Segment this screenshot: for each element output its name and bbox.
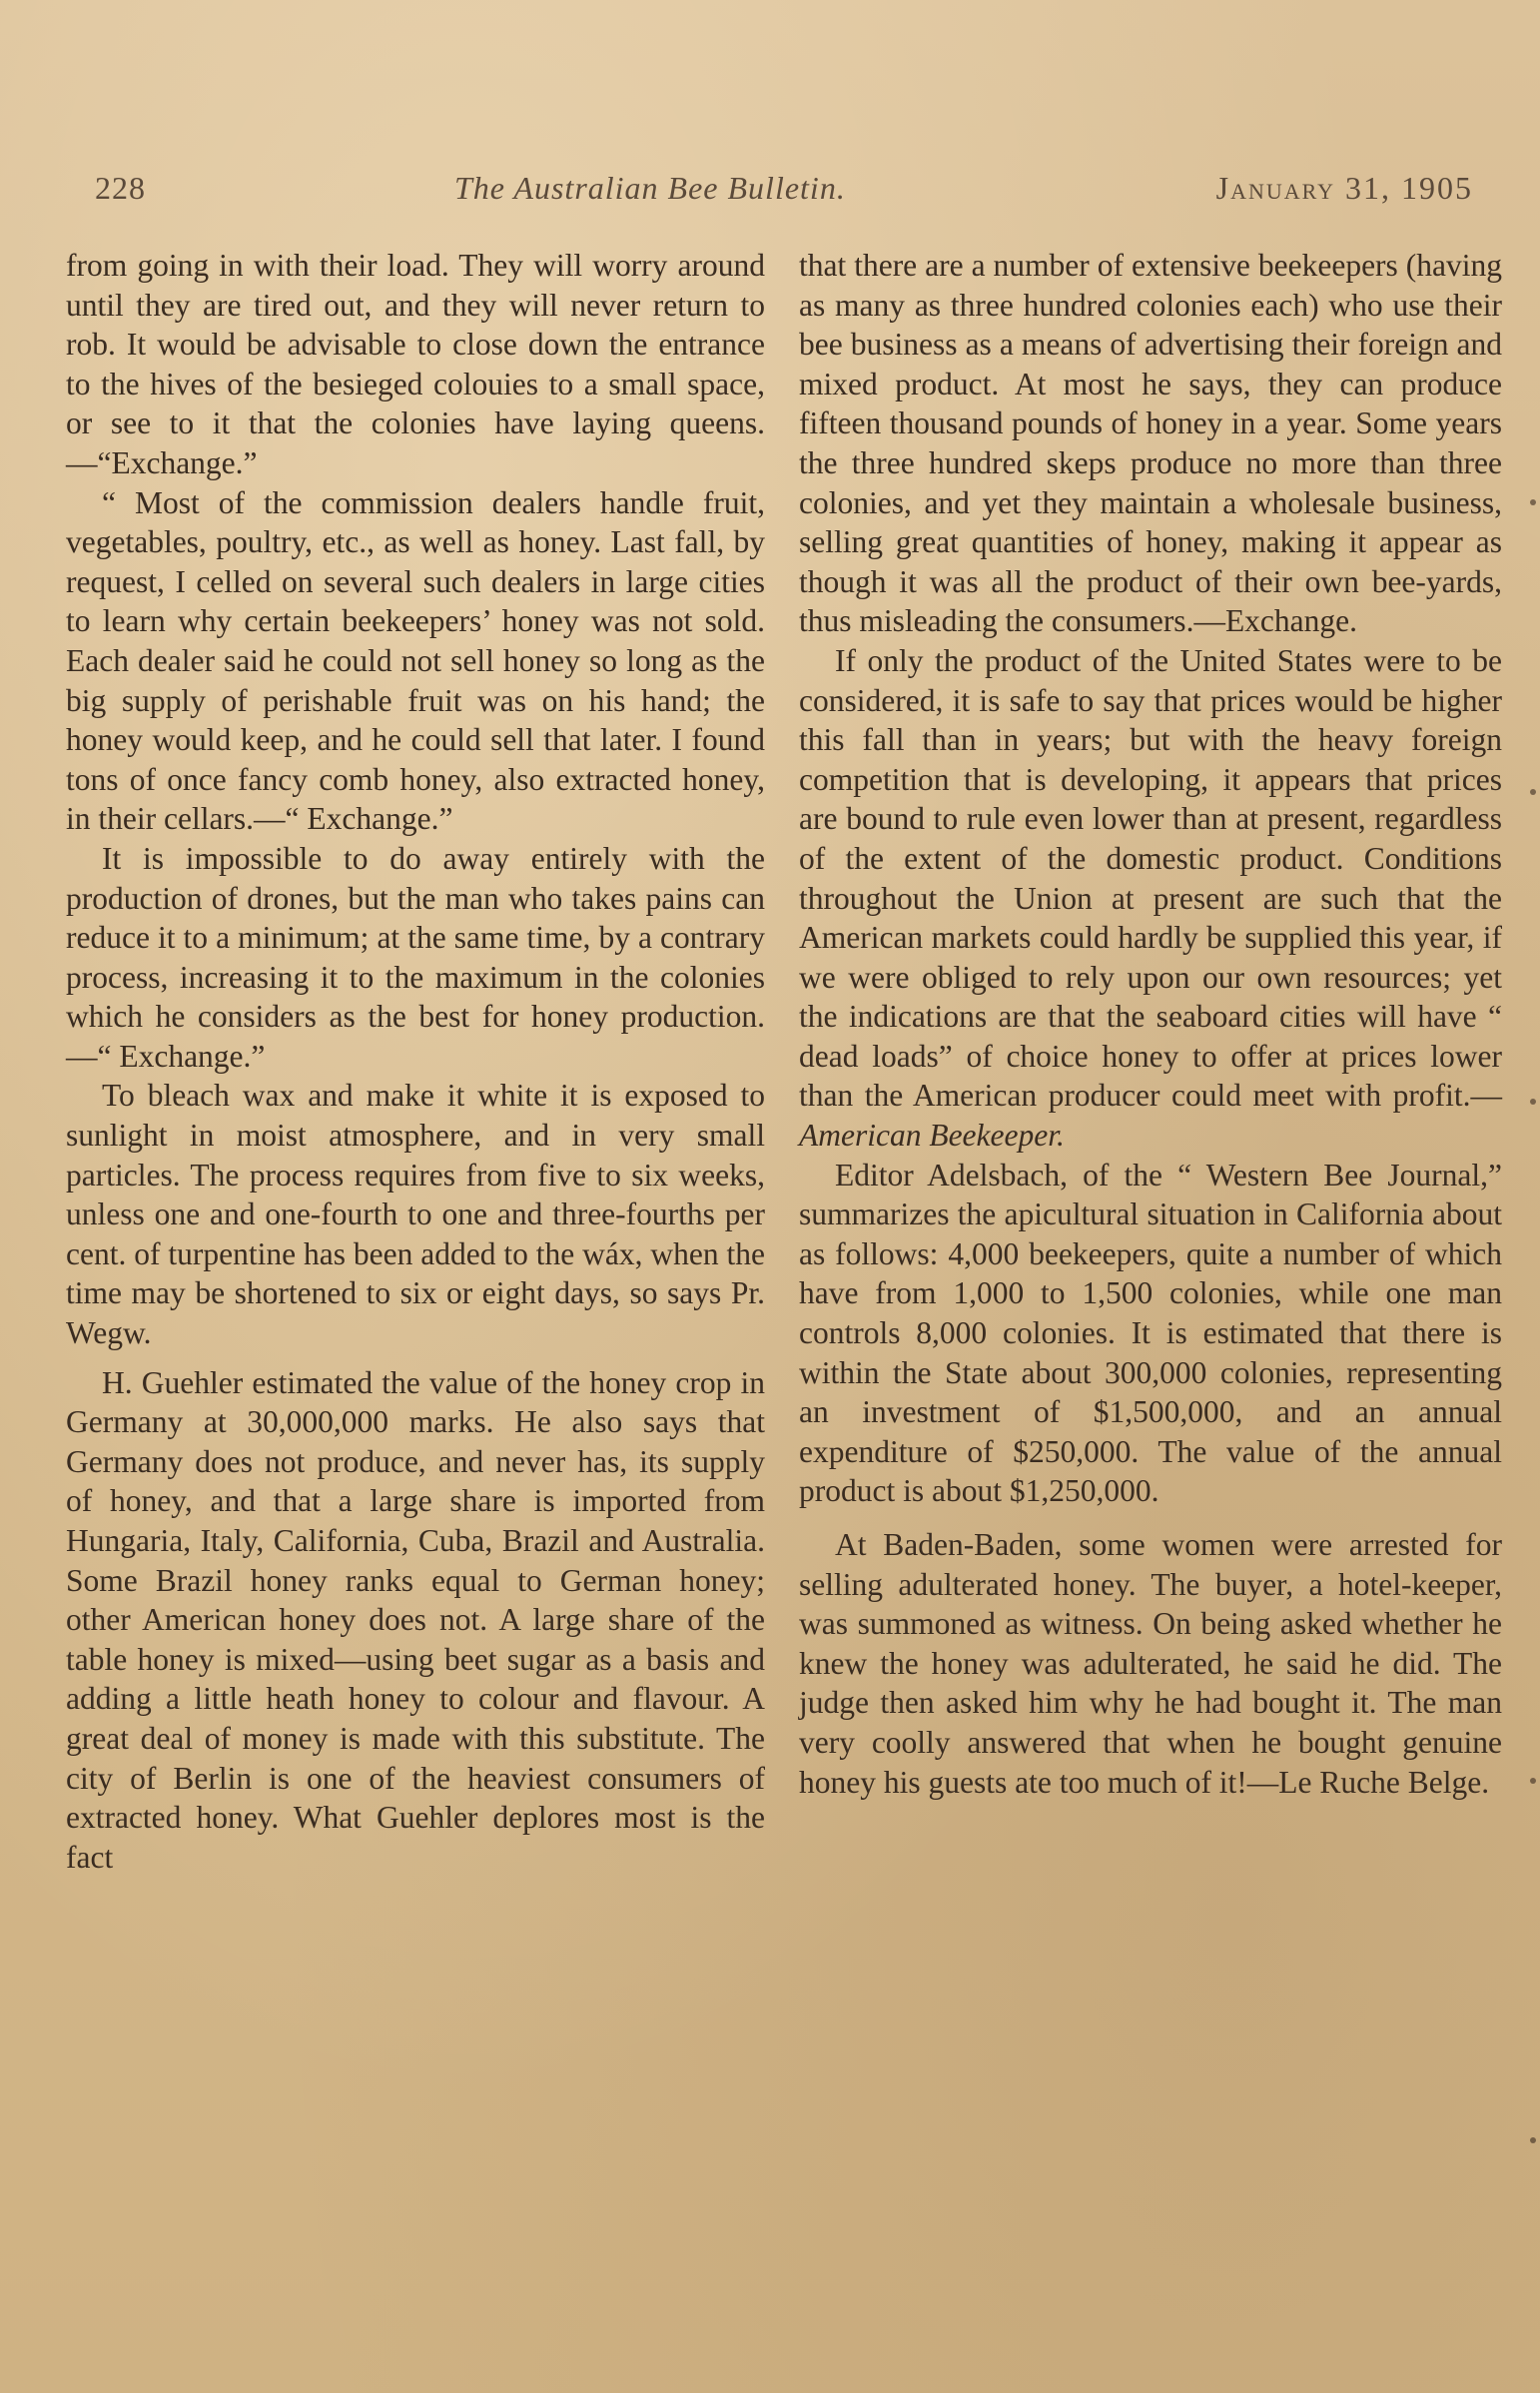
source-citation: American Beekeeper.	[799, 1118, 1065, 1154]
paragraph: It is impossible to do away entirely with the production of drones, but the man who takes pains can reduce it to a minimum; at the same time, by a contrary process, increasing it to the maximum in the colonies which he considers as the best for honey production.—“ Exchange.”	[66, 840, 765, 1074]
margin-mark	[1530, 1099, 1536, 1105]
journal-title: The Australian Bee Bulletin.	[454, 170, 846, 206]
margin-mark	[1530, 499, 1536, 505]
right-column	[799, 246, 1502, 1802]
paragraph	[799, 641, 1502, 1156]
margin-mark	[1530, 1778, 1536, 1784]
paragraph: To bleach wax and make it white it is exposed to sunlight in moist atmosphere, and in very small particles. The process requires from five to six weeks, unless one and one-fourth to one and three-fourths per cent. of turpentine has been added to the wáx, when the time may be shortened to six or eight days, so says Pr. Wegw.	[66, 1078, 765, 1351]
paragraph: that there are a number of extensive beekeepers (having as many as three hundred colonies each) who use their bee business as a means of advertising their foreign and mixed product. At most he says, they can produce fifteen thousand pounds of honey in a year. Some years the three hundred skeps produce no more than three colonies, and yet they maintain a wholesale business, selling great quantities of honey, making it appear as though it was all the product of their own bee-yards, thus misleading the consumers.—Exchange.	[799, 248, 1502, 639]
margin-mark	[1530, 789, 1536, 795]
paragraph: At Baden-Baden, some women were arrested for selling adulterated honey. The buyer, a hotel-keeper, was summoned as witness. On being asked whether he knew the honey was adulterated, he said he did. The judge then asked him why he had bought it. The man very coolly answered that when he bought genuine honey his guests ate too much of it!—Le Ruche Belge.	[799, 1527, 1502, 1800]
paragraph: H. Guehler estimated the value of the honey crop in Germany at 30,000,000 marks. He also says that Germany does not produce, and never has, its supply of honey, and that a large share is imported from Hungaria, Italy, California, Cuba, Brazil and Australia. Some Brazil honey ranks equal to German honey; other American honey does not. A large share of the table honey is mixed—using beet sugar as a basis and adding a little heath honey to colour and flavour. A great deal of money is made with this substitute. The city of Berlin is one of the heaviest consumers of extracted honey. What Guehler deplores most is the fact	[66, 1364, 765, 1875]
margin-mark	[1530, 2137, 1536, 2143]
paragraph: Editor Adelsbach, of the “ Western Bee Journal,” summarizes the apicultural situation in California about as follows: 4,000 beekeepers, quite a number of which have from 1,000 to 1,500 colonies, while one man controls 8,000 colonies. It is estimated that there is within the State about 300,000 colonies, representing an investment of $1,500,000, and an annual expenditure of $250,000. The value of the annual product is about $1,250,000.	[799, 1157, 1502, 1509]
issue-date: January 31, 1905	[1215, 170, 1473, 206]
page-header	[95, 170, 1473, 220]
page-number: 228	[95, 170, 146, 206]
paragraph: from going in with their load. They will worry around until they are tired out, and they will never return to rob. It would be advisable to close down the entrance to the hives of the besieged colouies to a small space, or see to it that the colonies have laying queens.—“Exchange.”	[66, 248, 765, 480]
left-column	[66, 246, 765, 1877]
paragraph-text: If only the product of the United States were to be considered, it is safe to say that prices would be higher this fall than in years; but with the heavy foreign competition that is developing, it appears that prices are bound to rule even lower than at present, regardless of the extent of the domestic product. Conditions throughout the Union at present are such that the American markets could hardly be supplied this year, if we were obliged to rely upon our own resources; yet the indications are that the seaboard cities will have “ dead loads” of choice honey to offer at prices lower than the American producer could meet with profit.—	[799, 642, 1502, 1114]
paragraph: “ Most of the commission dealers handle fruit, vegetables, poultry, etc., as well as honey. Last fall, by request, I celled on several such dealers in large cities to learn why certain beekeepers’ honey was not sold. Each dealer said he could not sell honey so long as the big supply of perishable fruit was on his hand; the honey would keep, and he could sell that later. I found tons of once fancy comb honey, also extracted honey, in their cellars.—“ Exchange.”	[66, 484, 765, 837]
